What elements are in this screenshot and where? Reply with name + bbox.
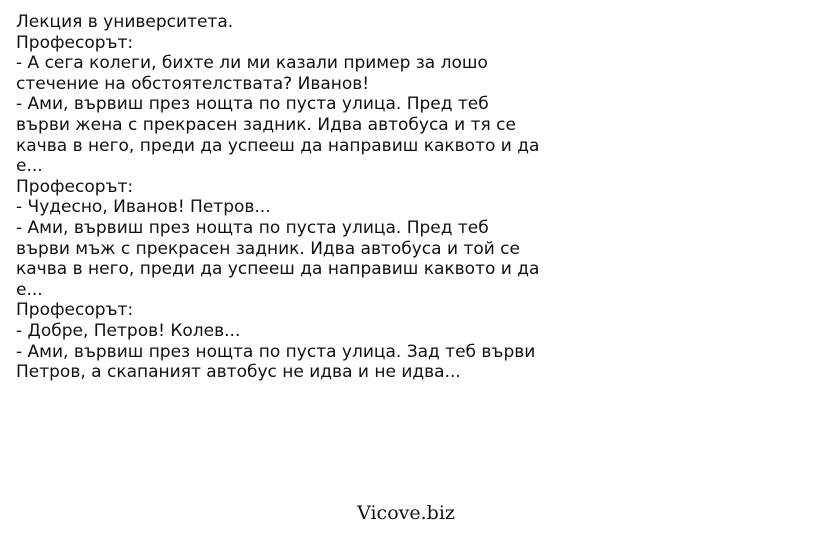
text-line: - А сега колеги, бихте ли ми казали пример за лошо — [16, 53, 488, 74]
text-line: - Чудесно, Иванов! Петров... — [16, 197, 271, 218]
text-line: е... — [16, 279, 43, 300]
text-line: Лекция в университета. — [16, 12, 234, 32]
text-line: върви мъж с прекрасен задник. Идва автобуса и той се — [16, 238, 520, 259]
joke-text — [16, 12, 616, 383]
text-line: върви жена с прекрасен задник. Идва автобуса и тя се — [16, 114, 516, 135]
text-line: Професорът: — [16, 32, 134, 53]
text-line: - Ами, вървиш през нощта по пуста улица. Пред теб — [16, 94, 489, 115]
text-line: Професорът: — [16, 176, 134, 197]
text-line: качва в него, преди да успееш да направиш каквото и да — [16, 259, 540, 280]
text-line: стечение на обстоятелствата? Иванов! — [16, 73, 370, 94]
text-line: качва в него, преди да успееш да направиш каквото и да — [16, 135, 540, 156]
text-line: Петров, а скапаният автобус не идва и не идва... — [16, 362, 461, 383]
text-line: - Ами, вървиш през нощта по пуста улица. Пред теб — [16, 217, 489, 238]
text-line: - Ами, вървиш през нощта по пуста улица. Зад теб върви — [16, 341, 536, 362]
text-line: е... — [16, 156, 43, 177]
site-watermark: Vicove.biz — [357, 502, 455, 524]
text-line: Професорът: — [16, 300, 134, 321]
text-line: - Добре, Петров! Колев... — [16, 320, 241, 341]
